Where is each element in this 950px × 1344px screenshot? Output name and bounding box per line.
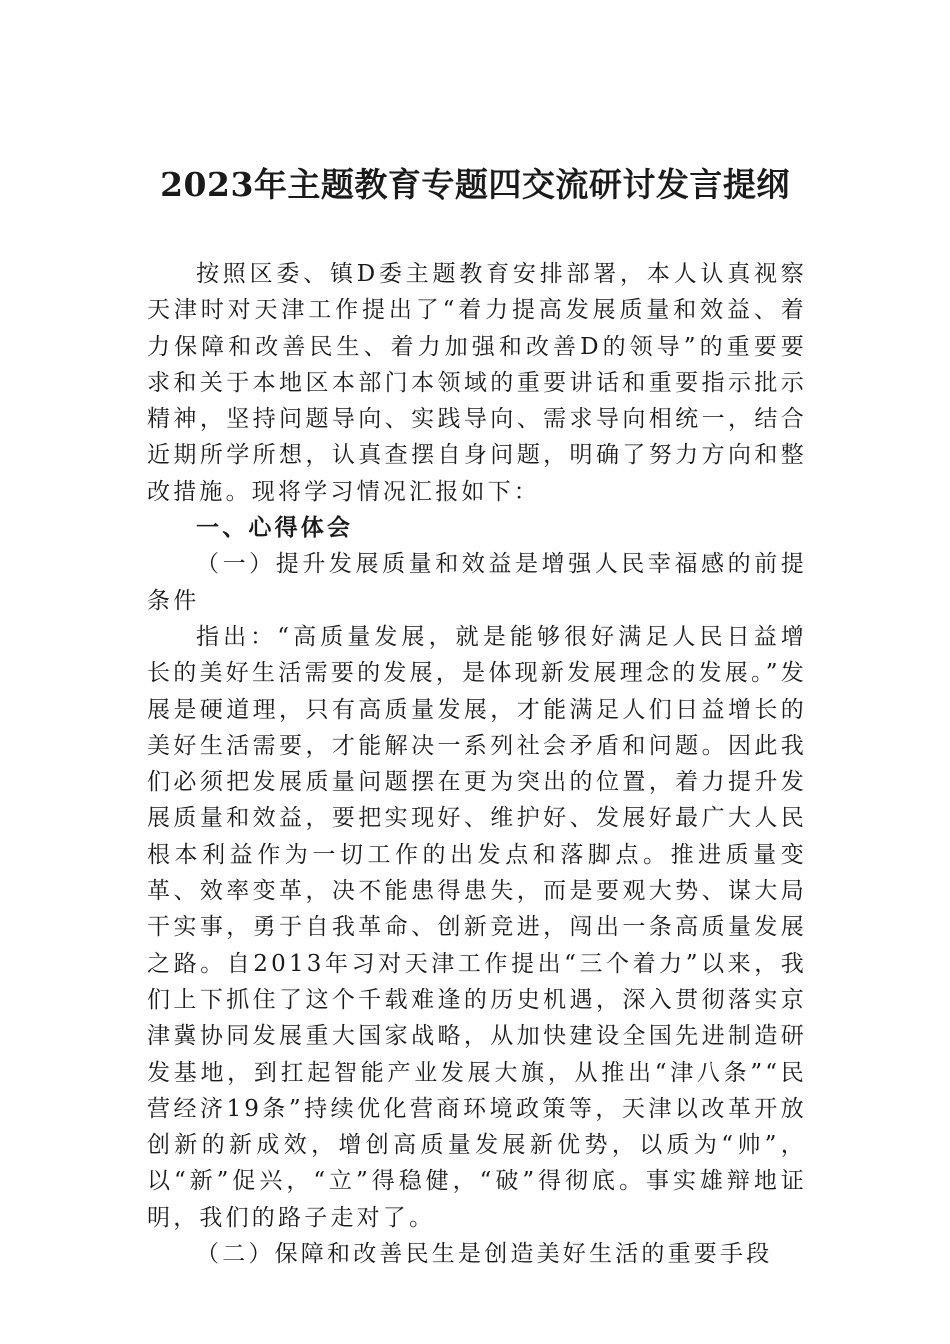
- subsection-heading-2: （二）保障和改善民生是创造美好生活的重要手段: [196, 1241, 773, 1268]
- body-paragraph: 指出：“高质量发展，就是能够很好满足人民日益增长的美好生活需要的发展，是体现新发展理念的发展。”发展是硬道理，只有高质量发展，才能满足人们日益增长的美好生活需要，才能解决一系列社会矛盾和问题。因此我们必须把发展质量问题摆在更为突出的位置，着力提升发展质量和效益，要把实现好、维护好、发展好最广大人民根本利益作为一切工作的出发点和落脚点。推进质量变革、效率变革，决不能患得患失，而是要观大势、谋大局干实事，勇于自我革命、创新竞进，闯出一条高质量发展之路。自2013年习对天津工作提出“三个着力”以来，我们上下抓住了这个千载难逢的历史机遇，深入贯彻落实京津冀协同发展重大国家战略，从加快建设全国先进制造研发基地，到扛起智能产业发展大旗，从推出“津八条”“民营经济19条”持续优化营商环境政策等，天津以改革开放创新的新成效，增创高质量发展新优势，以质为“帅”，以“新”促兴，“立”得稳健，“破”得彻底。事实雄辩地证明，我们的路子走对了。: [147, 623, 807, 1231]
- document-title: 2023年主题教育专题四交流研讨发言提纲: [160, 165, 790, 204]
- document-body: [147, 256, 807, 1272]
- intro-paragraph: 按照区委、镇D委主题教育安排部署，本人认真视察天津时对天津工作提出了“着力提高发展质量和效益、着力保障和改善民生、着力加强和改善D的领导”的重要要求和关于本地区本部门本领域的重要讲话和重要指示批示精神，坚持问题导向、实践导向、需求导向相统一，结合近期所学所想，认真查摆自身问题，明确了努力方向和整改措施。现将学习情况汇报如下：: [147, 261, 807, 505]
- subsection-heading-1: （一）提升发展质量和效益是增强人民幸福感的前提条件: [147, 551, 807, 614]
- section-heading-1: 一、心得体会: [196, 514, 354, 542]
